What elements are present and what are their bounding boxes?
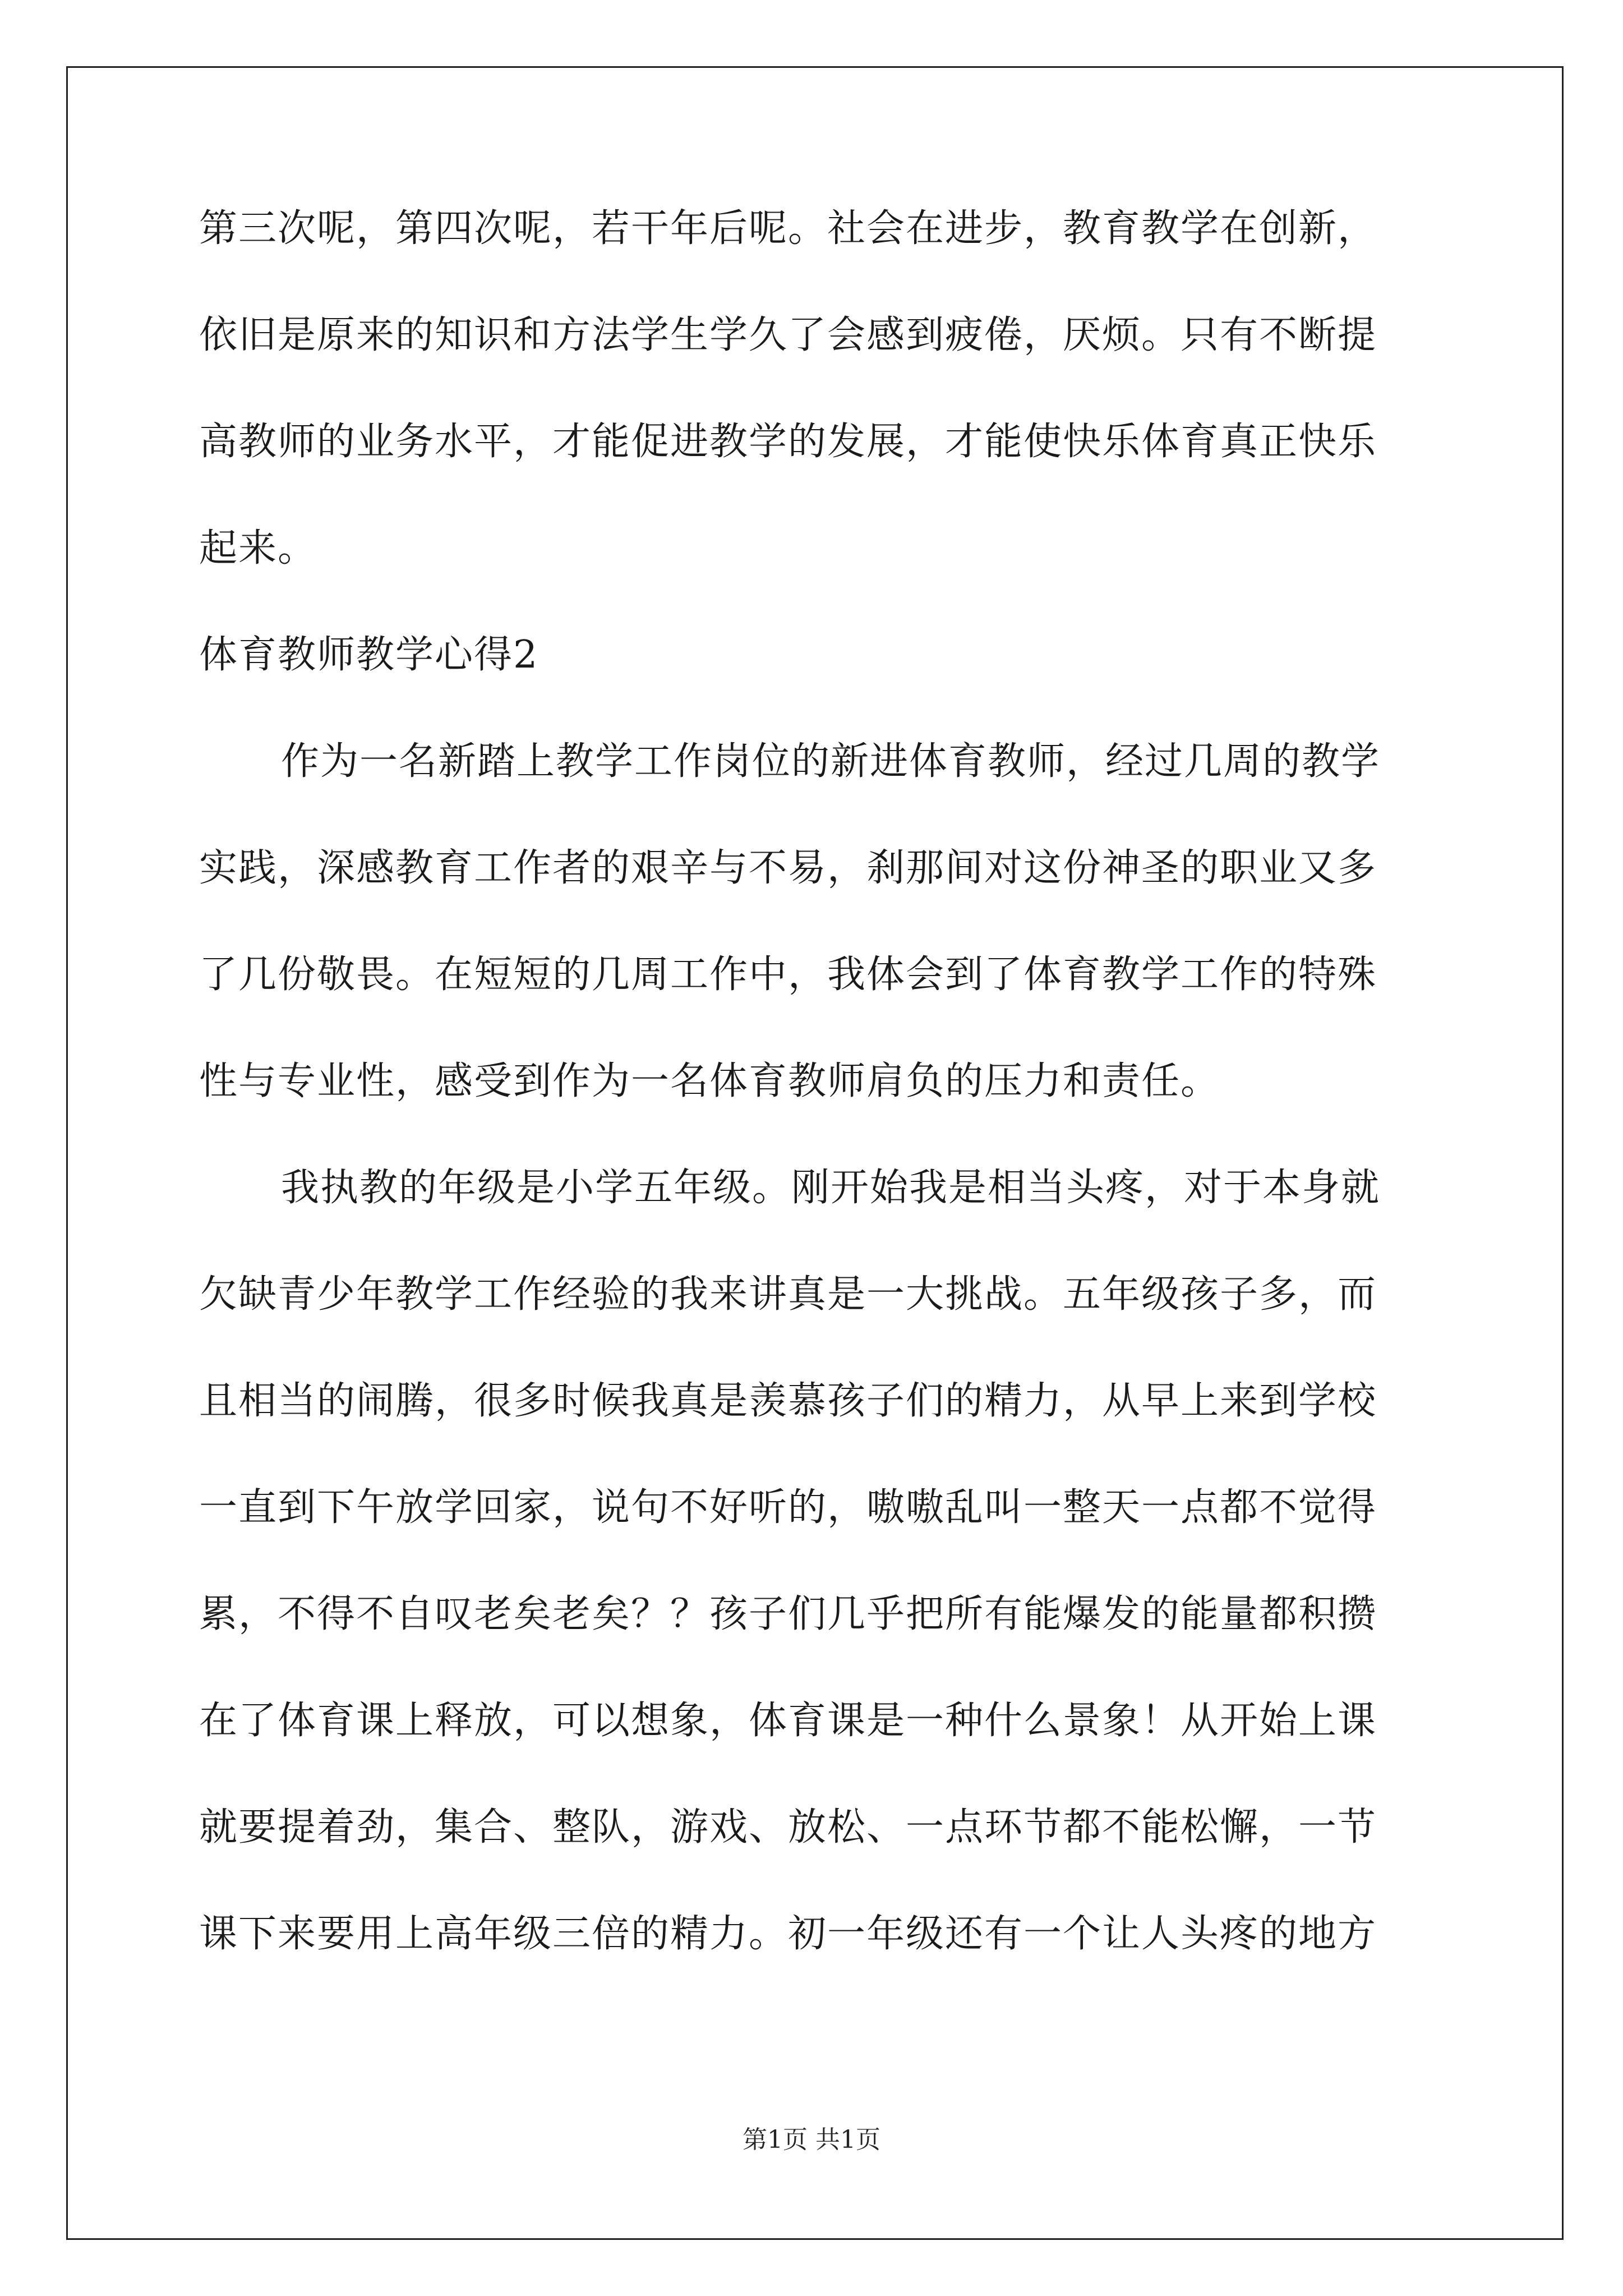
text-line: 在了体育课上释放，可以想象，体育课是一种什么景象！从开始上课 [199, 1699, 1377, 1743]
text-line: 作为一名新踏上教学工作岗位的新进体育教师，经过几周的教学 [281, 739, 1381, 784]
section-heading: 体育教师教学心得2 [199, 633, 539, 677]
page-footer: 第1页 共1页 [743, 2125, 880, 2154]
text-line: 一直到下午放学回家，说句不好听的，嗷嗷乱叫一整天一点都不觉得 [199, 1485, 1377, 1530]
text-line: 累，不得不自叹老矣老矣？？孩子们几乎把所有能爆发的能量都积攒 [199, 1592, 1377, 1636]
text-line: 第三次呢，第四次呢，若干年后呢。社会在进步，教育教学在创新， [199, 206, 1377, 251]
text-line: 依旧是原来的知识和方法学生学久了会感到疲倦，厌烦。只有不断提 [199, 313, 1377, 357]
text-line: 欠缺青少年教学工作经验的我来讲真是一大挑战。五年级孩子多，而 [199, 1272, 1377, 1317]
text-line: 且相当的闹腾，很多时候我真是羡慕孩子们的精力，从早上来到学校 [199, 1379, 1377, 1423]
text-line: 性与专业性，感受到作为一名体育教师肩负的压力和责任。 [199, 1059, 1220, 1103]
text-line: 起来。 [199, 526, 317, 570]
text-line: 就要提着劲，集合、整队，游戏、放松、一点环节都不能松懈，一节 [199, 1805, 1377, 1849]
text-line: 高教师的业务水平，才能促进教学的发展，才能使快乐体育真正快乐 [199, 420, 1377, 464]
text-line: 我执教的年级是小学五年级。刚开始我是相当头疼，对于本身就 [281, 1166, 1381, 1210]
text-line: 了几份敬畏。在短短的几周工作中，我体会到了体育教学工作的特殊 [199, 953, 1377, 997]
text-line: 课下来要用上高年级三倍的精力。初一年级还有一个让人头疼的地方 [199, 1912, 1377, 1956]
text-line: 实践，深感教育工作者的艰辛与不易，刹那间对这份神圣的职业又多 [199, 846, 1377, 890]
